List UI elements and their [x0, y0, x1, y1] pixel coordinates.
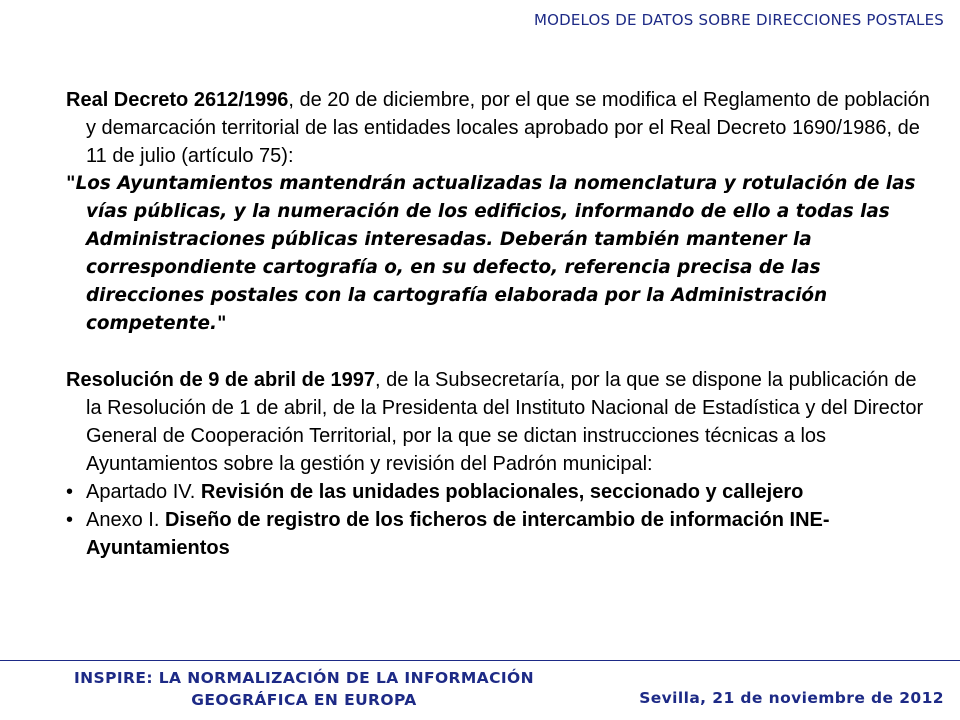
- footer-event-title: [24, 667, 584, 711]
- resolucion-title: Resolución de 9 de abril de 1997: [66, 369, 376, 391]
- bullet-icon: •: [66, 509, 74, 531]
- spacer: [66, 338, 936, 366]
- header-title: MODELOS DE DATOS SOBRE DIRECCIONES POSTALES: [533, 11, 944, 29]
- slide-body: [66, 86, 936, 562]
- decreto-paragraph: [66, 86, 936, 170]
- footer-event-line2: GEOGRÁFICA EN EUROPA: [191, 691, 417, 709]
- decreto-title: Real Decreto 2612/1996: [66, 89, 289, 111]
- footer-event-line1: INSPIRE: LA NORMALIZACIÓN DE LA INFORMACIÓN: [74, 669, 534, 687]
- decreto-quote: "Los Ayuntamientos mantendrán actualizadas la nomenclatura y rotulación de las vías públicas, y la numeración de los edificios, informando de ello a todas las Administraciones públicas interesadas. Deberán también mantener la correspondiente cartografía o, en su defecto, referencia precisa de las direcciones postales con la cartografía elaborada por la Administración competente.": [66, 173, 916, 334]
- bullet-item-anexo: [66, 506, 936, 562]
- footer-date: Sevilla, 21 de noviembre de 2012: [639, 689, 944, 707]
- bullet-prefix: Apartado IV.: [86, 481, 201, 503]
- bullet-item-apartado: [66, 478, 936, 506]
- bullet-prefix: Anexo I.: [86, 509, 165, 531]
- bullet-bold-text: Diseño de registro de los ficheros de intercambio de información INE-Ayuntamientos: [86, 509, 830, 559]
- decreto-text: , de 20 de diciembre, por el que se modifica el Reglamento de población y demarcación territorial de las entidades locales aprobado por el Real Decreto 1690/1986, de 11 de julio (artículo 75):: [86, 89, 930, 167]
- bullet-bold-text: Revisión de las unidades poblacionales, seccionado y callejero: [200, 481, 804, 503]
- bullet-icon: •: [66, 481, 74, 503]
- resolucion-paragraph: [66, 366, 936, 478]
- resolucion-text: , de la Subsecretaría, por la que se dispone la publicación de la Resolución de 1 de abril, de la Presidenta del Instituto Nacional de Estadística y del Director General de Cooperación Territorial, por la que se dictan instrucciones técnicas a los Ayuntamientos sobre la gestión y revisión del Padrón municipal:: [86, 369, 924, 475]
- footer-divider: [0, 660, 960, 661]
